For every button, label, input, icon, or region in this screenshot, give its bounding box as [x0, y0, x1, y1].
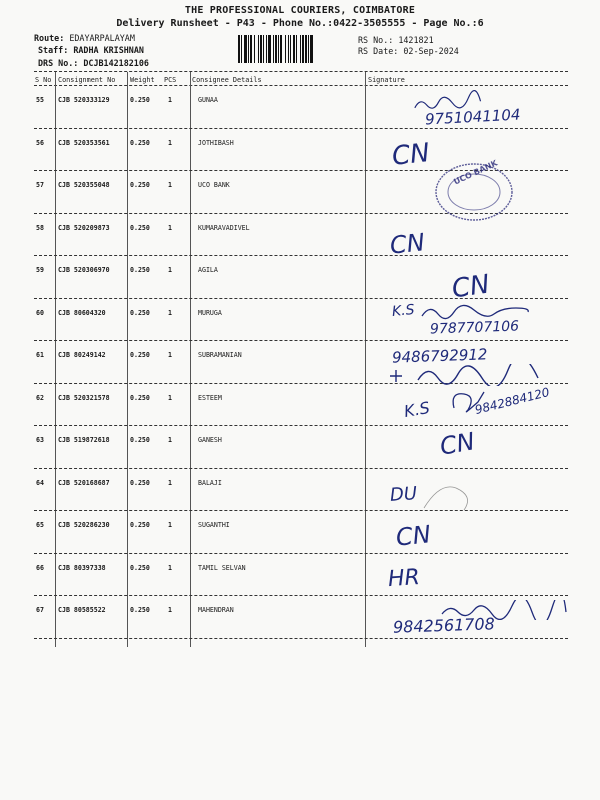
col-divider	[127, 72, 128, 647]
row-sno: 55	[36, 96, 44, 104]
row-pcs: 1	[168, 223, 172, 232]
signature-56-initials: CN	[390, 138, 432, 172]
row-consignment-no: CJB 80249142	[58, 351, 106, 359]
row-sno: 61	[36, 351, 44, 359]
row-consignee: TAMIL SELVAN	[198, 563, 246, 572]
row-pcs: 1	[168, 181, 172, 189]
col-divider	[55, 72, 56, 647]
row-consignment-no: CJB 520168687	[58, 478, 110, 487]
row-weight: 0.250	[130, 351, 150, 359]
row-weight: 0.250	[130, 563, 150, 572]
signature-55-phone: 9751041104	[424, 105, 521, 129]
row-sno: 60	[36, 308, 44, 317]
row-weight: 0.250	[130, 606, 150, 614]
row-weight: 0.250	[130, 266, 150, 274]
row-pcs: 1	[168, 521, 172, 529]
signature-64-initials: DU	[389, 483, 418, 506]
runsheet-title: Delivery Runsheet - P43 - Phone No.:0422-3505555 - Page No.:6	[116, 18, 484, 29]
col-divider	[365, 72, 366, 647]
drs-label: DRS No.:	[38, 58, 79, 68]
row-consignment-no: CJB 520286230	[58, 521, 110, 529]
row-pcs: 1	[168, 308, 172, 317]
uco-bank-stamp-text: UCO BANK	[452, 158, 499, 187]
signature-62-initials: K.S	[402, 397, 432, 422]
row-pcs: 1	[168, 606, 172, 614]
row-consignee: SUBRAMANIAN	[198, 351, 242, 359]
row-consignee: JOTHIBASH	[198, 138, 234, 147]
row-divider	[34, 553, 568, 554]
staff-line	[38, 45, 144, 55]
rs-no-line	[358, 35, 434, 45]
signature-62-scrawl	[448, 388, 488, 418]
signature-65-initials: CN	[394, 520, 433, 552]
row-consignment-no: CJB 520353561	[58, 138, 110, 147]
row-consignee: GANESH	[198, 436, 222, 444]
route-line	[34, 33, 135, 43]
row-consignment-no: CJB 80397338	[58, 563, 106, 572]
row-consignment-no: CJB 520355048	[58, 181, 110, 189]
header-rule-top	[34, 71, 568, 72]
row-pcs: 1	[168, 436, 172, 444]
row-sno: 63	[36, 436, 44, 444]
row-consignment-no: CJB 80604320	[58, 308, 106, 317]
row-weight: 0.250	[130, 308, 150, 317]
row-consignee: MAHENDRAN	[198, 606, 234, 614]
route-value: EDAYARPALAYAM	[69, 33, 135, 43]
row-divider	[34, 128, 568, 129]
row-weight: 0.250	[130, 96, 150, 104]
row-weight: 0.250	[130, 181, 150, 189]
signature-67-phone: 9842561708	[392, 614, 496, 637]
row-consignment-no: CJB 80585522	[58, 606, 106, 614]
row-consignee: UCO BANK	[198, 181, 230, 189]
row-divider	[34, 595, 568, 596]
row-consignee: KUMARAVADIVEL	[198, 223, 250, 232]
col-consignment: Consignment No	[58, 76, 116, 84]
staff-value: RADHA KRISHNAN	[73, 45, 144, 55]
col-consignee: Consignee Details	[192, 76, 262, 84]
drs-line	[38, 58, 149, 68]
row-sno: 67	[36, 606, 44, 614]
row-sno: 58	[36, 223, 44, 232]
signature-63-initials: CN	[437, 427, 477, 461]
row-divider	[34, 425, 568, 426]
route-label: Route:	[34, 33, 65, 43]
signature-60-phone: 9787707106	[429, 318, 520, 338]
row-weight: 0.250	[130, 436, 150, 444]
signature-62-phone: 9842884120	[473, 384, 551, 418]
drs-value: DCJB142182106	[83, 58, 149, 68]
row-sno: 65	[36, 521, 44, 529]
row-consignment-no: CJB 520209873	[58, 223, 110, 232]
row-sno: 57	[36, 181, 44, 189]
row-weight: 0.250	[130, 521, 150, 529]
row-pcs: 1	[168, 393, 172, 402]
row-pcs: 1	[168, 138, 172, 147]
staff-label: Staff:	[38, 45, 69, 55]
col-weight: Weight	[130, 76, 155, 84]
row-sno: 62	[36, 393, 44, 402]
col-signature: Signature	[368, 76, 405, 84]
rs-date-value: 02-Sep-2024	[403, 46, 459, 56]
signature-60-initials: K.S	[391, 302, 416, 320]
signature-61-phone: 9486792912	[391, 345, 488, 367]
row-consignment-no: CJB 519872618	[58, 436, 110, 444]
row-sno: 66	[36, 563, 44, 572]
row-divider	[34, 255, 568, 256]
row-pcs: 1	[168, 351, 172, 359]
row-divider	[34, 510, 568, 511]
signature-58-initials: CN	[388, 228, 427, 260]
rs-date-label: RS Date:	[358, 46, 399, 56]
row-consignee: BALAJI	[198, 478, 222, 487]
row-consignee: AGILA	[198, 266, 218, 274]
row-pcs: 1	[168, 478, 172, 487]
col-sno: S No	[35, 76, 52, 84]
row-consignment-no: CJB 520306970	[58, 266, 110, 274]
row-pcs: 1	[168, 266, 172, 274]
signature-64-scrawl	[420, 478, 480, 518]
row-consignee: ESTEEM	[198, 393, 222, 402]
row-sno: 56	[36, 138, 44, 147]
company-title: THE PROFESSIONAL COURIERS, COIMBATORE	[184, 5, 416, 16]
header-rule-bottom	[34, 85, 568, 86]
col-pcs: PCS	[164, 76, 177, 84]
signature-60-scrawl	[420, 302, 530, 320]
signature-59-initials: CN	[450, 269, 492, 305]
row-consignment-no: CJB 520321578	[58, 393, 110, 402]
rs-no-value: 1421821	[398, 35, 434, 45]
row-sno: 59	[36, 266, 44, 274]
signature-61-scrawl	[388, 364, 548, 386]
barcode	[238, 35, 348, 63]
row-weight: 0.250	[130, 393, 150, 402]
row-divider	[34, 468, 568, 469]
rs-date-line	[358, 46, 459, 56]
row-weight: 0.250	[130, 223, 150, 232]
row-weight: 0.250	[130, 478, 150, 487]
col-divider	[190, 72, 191, 647]
row-consignee: GUNAA	[198, 96, 218, 104]
row-consignee: MURUGA	[198, 308, 222, 317]
row-sno: 64	[36, 478, 44, 487]
row-weight: 0.250	[130, 138, 150, 147]
row-pcs: 1	[168, 96, 172, 104]
rs-no-label: RS No.:	[358, 35, 394, 45]
row-divider	[34, 340, 568, 341]
row-consignment-no: CJB 520333129	[58, 96, 110, 104]
row-divider	[34, 638, 568, 639]
row-consignee: SUGANTHI	[198, 521, 230, 529]
row-pcs: 1	[168, 563, 172, 572]
signature-66-initials: HR	[387, 564, 421, 593]
